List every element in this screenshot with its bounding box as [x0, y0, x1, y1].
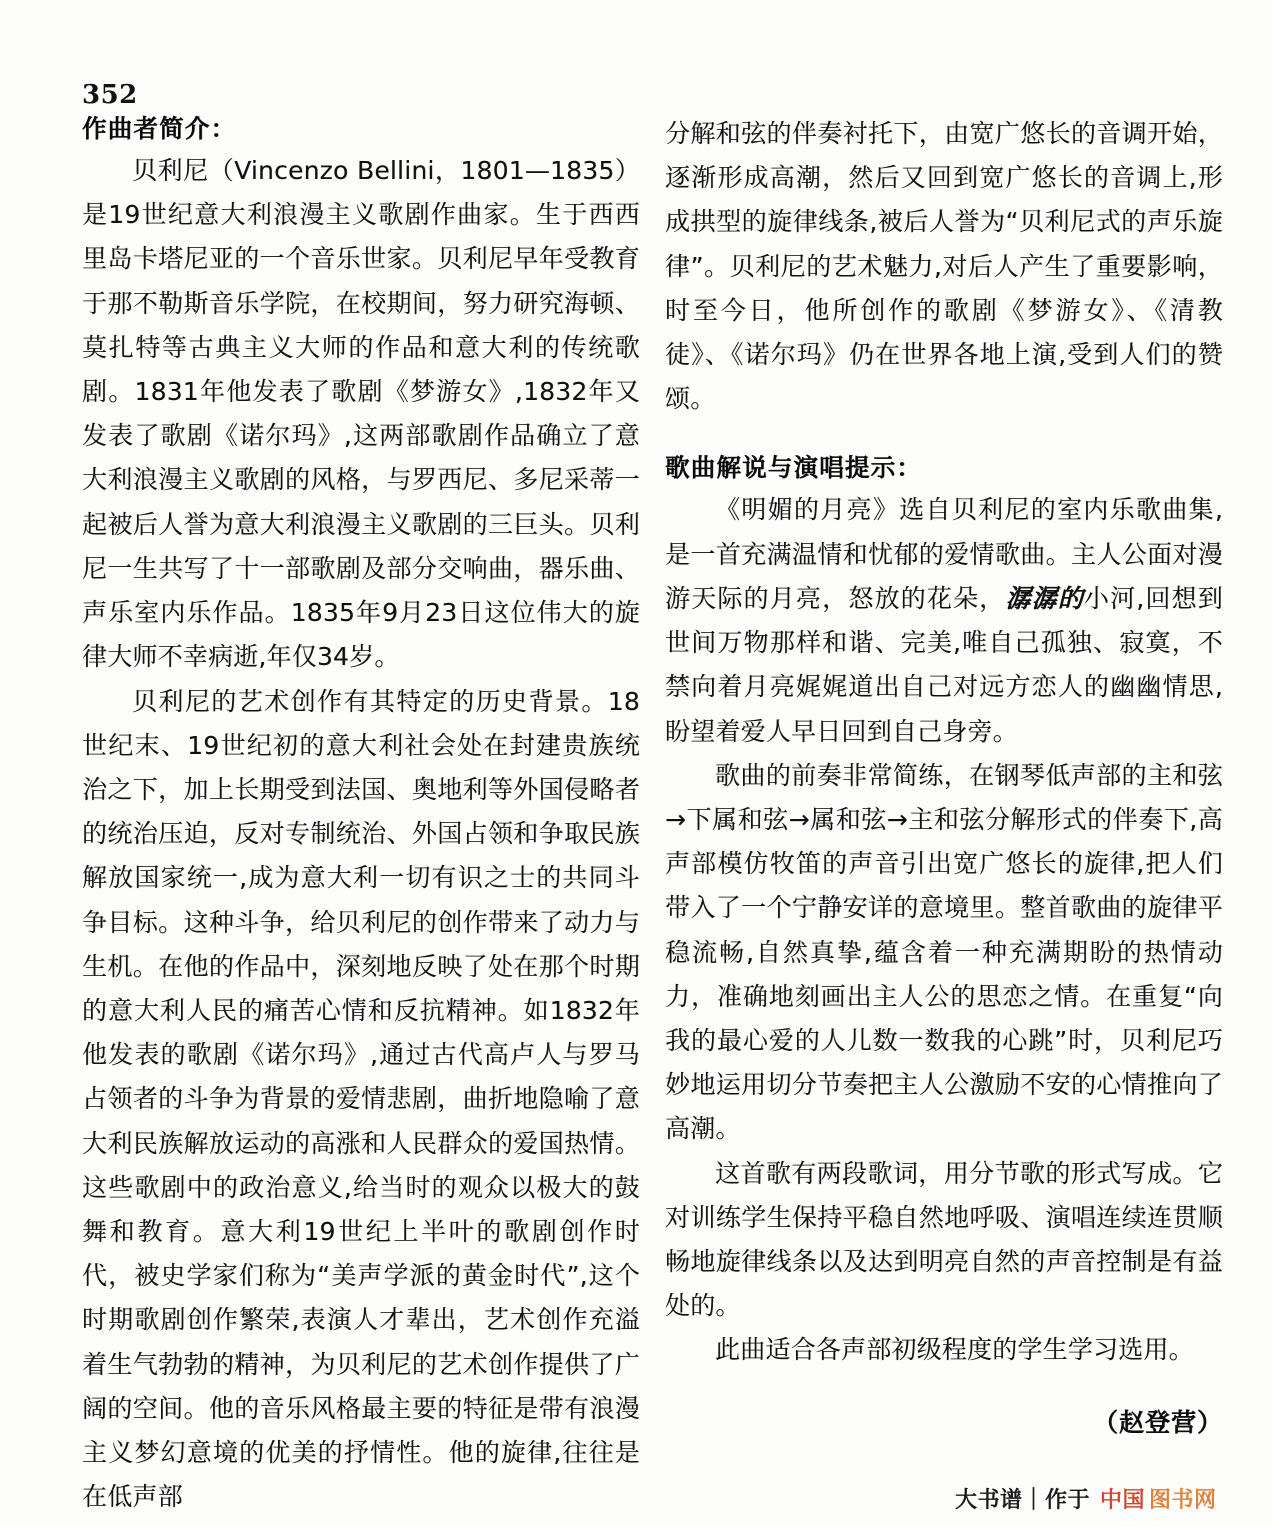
paragraph-suitability: 此曲适合各声部初级程度的学生学习选用。: [715, 1335, 1194, 1365]
paragraph-bellini-biography: 贝利尼（Vincenzo Bellini，1801—1835）是19世纪意大利浪漫主义歌剧作曲家。生于西西里岛卡塔尼亚的一个音乐世家。贝利尼早年受教育于那不勒斯音乐学院，在校期间，努力研究海顿、莫扎特等古典主义大师的作品和意大利的传统歌剧。1831年他发表了歌剧《梦游女》,1832年又发表了歌剧《诺尔玛》,这两部歌剧作品确立了意大利浪漫主义歌剧的风格，与罗西尼、多尼采蒂一起被后人誉为意大利浪漫主义歌剧的三巨头。贝利尼一生共写了十一部歌剧及部分交响曲，器乐曲、声乐室内乐作品。1835年9月23日这位伟大的旋律大师不幸病逝,年仅34岁。: [82, 156, 640, 672]
paragraph-historical-background: 贝利尼的艺术创作有其特定的历史背景。18世纪末、19世纪初的意大利社会处在封建贵族统治之下，加上长期受到法国、奥地利等外国侵略者的统治压迫，反对专制统治、外国占领和争取民族解放国家统一,成为意大利一切有识之士的共同斗争目标。这种斗争，给贝利尼的创作带来了动力与生机。在他的作品中，深刻地反映了处在那个时期的意大利人民的痛苦心情和反抗精神。如1832年他发表的歌剧《诺尔玛》,通过古代高卢人与罗马占领者的斗争为背景的爱情悲剧，曲折地隐喻了意大利民族解放运动的高涨和人民群众的爱国热情。这些歌剧中的政治意义,给当时的观众以极大的鼓舞和教育。意大利19世纪上半叶的歌剧创作时代，被史学家们称为“美声学派的黄金时代”,这个时期歌剧创作繁荣,表演人才辈出，艺术创作充溢着生气勃勃的精神，为贝利尼的艺术创作提供了广阔的空间。他的音乐风格最主要的特征是带有浪漫主义梦幻意境的优美的抒情性。他的旋律,往往是在低声部: [82, 686, 640, 1512]
footer-watermark: [955, 1488, 1223, 1527]
section-heading-song-notes: 歌曲解说与演唱提示：: [665, 453, 922, 483]
emphasised-phrase: 潺潺的: [1005, 583, 1084, 613]
section-heading-composer-intro: 作曲者简介：: [82, 114, 237, 143]
column-right: [665, 112, 1223, 1373]
paragraph-song-description: 《明媚的月亮》选自贝利尼的室内乐歌曲集,是一首充满温情和忧郁的爱情歌曲。主人公面对漫游天际的月亮，怒放的花朵，潺潺的小河,回想到世间万物那样和谐、完美,唯自己孤独、寂寞，不禁向着月亮娓娓道出自己对远方恋人的幽幽情思,盼望着爱人早日回到自己身旁。: [665, 495, 1223, 746]
footer-watermark-text: 大书谱｜作于: [955, 1488, 1091, 1513]
page-number: 352: [82, 80, 138, 110]
footer-watermark-accent: 中国: [1100, 1488, 1146, 1513]
paragraph-prelude-analysis: 歌曲的前奏非常简练，在钢琴低声部的主和弦→下属和弦→属和弦→主和弦分解形式的伴奏下,高声部模仿牧笛的声音引出宽广悠长的旋律,把人们带入了一个宁静安详的意境里。整首歌曲的旋律平稳流畅,自然真挚,蕴含着一种充满期盼的热情动力，准确地刻画出主人公的思恋之情。在重复“向我的最心爱的人儿数一数我的心跳”时，贝利尼巧妙地运用切分节奏把主人公激励不安的心情推向了高潮。: [665, 760, 1223, 1144]
author-signature: （赵登营）: [1092, 1408, 1223, 1437]
column-left: [82, 112, 640, 1519]
footer-watermark-accent-2: 图书网: [1149, 1488, 1217, 1513]
paragraph-two-verses: 这首歌有两段歌词，用分节歌的形式写成。它对训练学生保持平稳自然地呼吸、演唱连续连贯顺畅地旋律线条以及达到明亮自然的声音控制是有益处的。: [665, 1158, 1223, 1321]
paragraph-historical-background-continued: 分解和弦的伴奏衬托下，由宽广悠长的音调开始，逐渐形成高潮，然后又回到宽广悠长的音调上,形成拱型的旋律线条,被后人誉为“贝利尼式的声乐旋律”。贝利尼的艺术魅力,对后人产生了重要影响，时至今日，他所创作的歌剧《梦游女》、《清教徒》、《诺尔玛》仍在世界各地上演,受到人们的赞颂。: [665, 119, 1223, 414]
